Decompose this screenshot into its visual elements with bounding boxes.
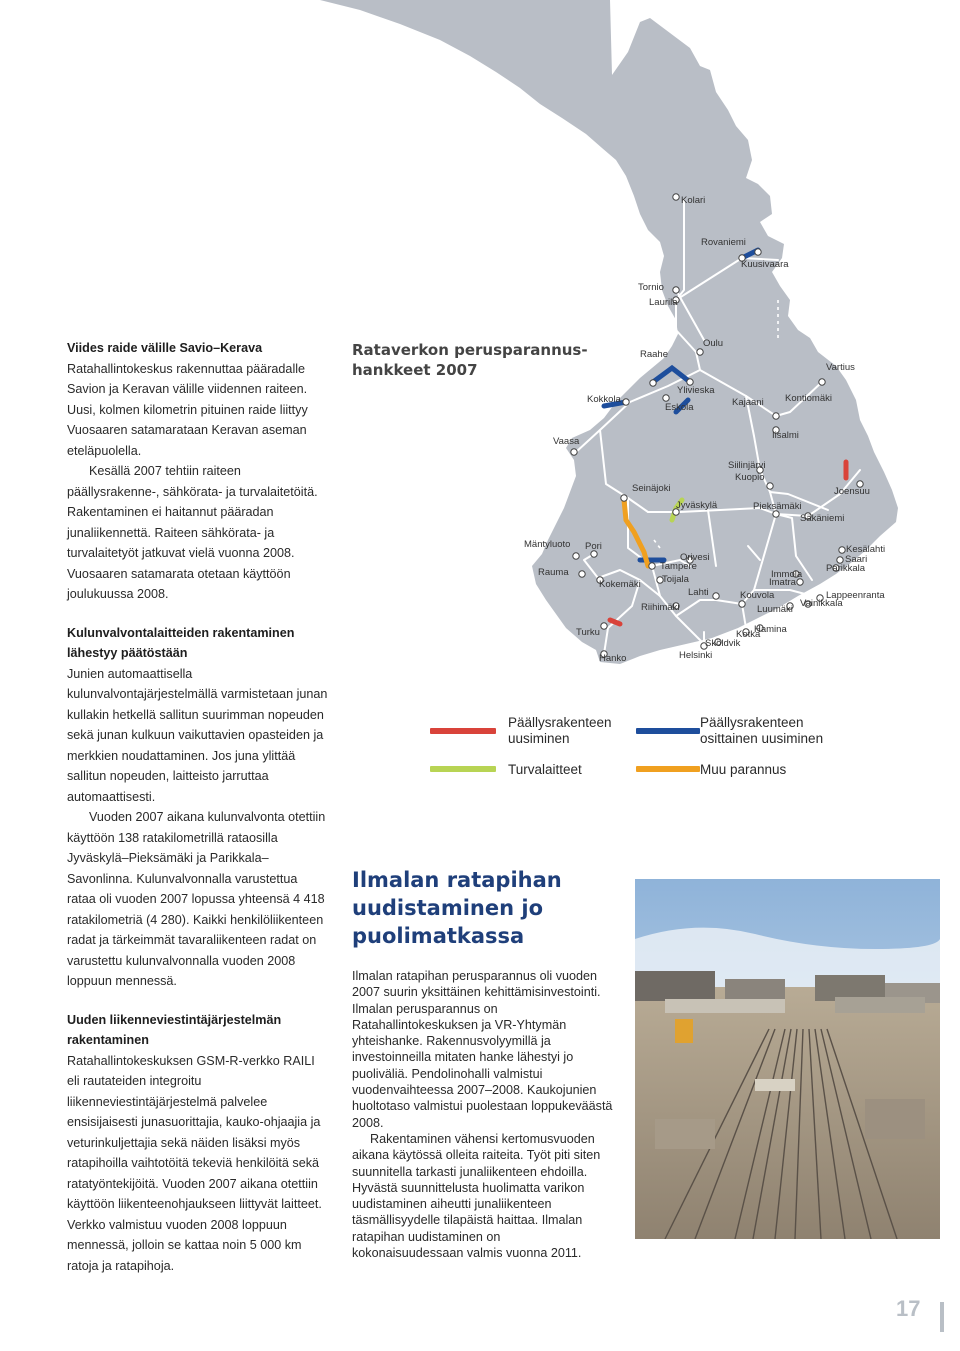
city-label: Pori: [585, 541, 602, 552]
city-label: Tampere: [660, 561, 697, 572]
city-label: Saari: [845, 554, 868, 565]
paragraph: Ilmalan ratapihan perusparannus oli vuoden 2007 suurin yksittäinen kehittämisinvestointi. Ilmalan perusparannus on Ratahallintokeskuksen ja VR-Yhtymän yhteishanke. Rakennusvolyymillä ja investoinneilla mitaten hanke lähestyi jo puoliväliä. Pendolinohalli valmistui vuodenvaihteessa 2007–2008. Kaukojunien huoltotaso valmistui puolestaan loppukeväästä 2008.: [352, 969, 613, 1130]
city-label: Kuusivaara: [741, 259, 789, 270]
page-number: 17: [896, 1296, 921, 1321]
map-title: Rataverkon perusparannus-hankkeet 2007: [352, 341, 588, 379]
city-label: Kajaani: [732, 397, 764, 408]
legend-swatch-green: [430, 766, 496, 772]
city-label: Vartius: [826, 362, 855, 373]
article-body: [352, 968, 614, 1261]
city-label: Raahe: [640, 349, 668, 360]
city-label: Riihimäki: [641, 602, 680, 613]
page-number-bar: [940, 1302, 944, 1332]
city-label: Kesälahti: [846, 544, 886, 555]
section-heading-liikenneviestinta: Uuden liikenneviestintäjärjestelmän rakentaminen: [67, 1012, 282, 1047]
section-heading-kulunvalvonta: Kulunvalvontalaitteiden rakentaminen lähestyy päätöstään: [67, 625, 295, 660]
legend-label-red-line1: Päällysrakenteen: [508, 715, 612, 730]
city-label: Rauma: [538, 567, 569, 578]
paragraph: Junien automaattisella kulunvalvontajärjestelmällä varmistetaan junan kullakin hetkellä sallitun suurimman nopeuden sekä junan kulkuun vaikuttavien opasteiden ja merkkien noudattaminen. Jos juna ylittää sallitun nopeuden, laitteisto jarruttaa automaattisesti.: [67, 666, 328, 804]
city-label: Tornio: [638, 282, 664, 293]
city-label: Kontiomäki: [785, 393, 832, 404]
city-label: Kuopio: [735, 472, 765, 483]
city-label: Toijala: [662, 574, 689, 585]
city-label: Joensuu: [834, 486, 870, 497]
city-label: Luumäki: [757, 604, 793, 615]
city-label: Kokemäki: [599, 579, 641, 590]
city-label: Kotka: [736, 629, 761, 640]
paragraph: Rakentaminen vähensi kertomusvuoden aikana käytössä olleita raiteita. Työt piti siten suunnitella tarkasti junaliikenteen ehdoilla. Hyvästä suunnittelusta huolimatta varikon uudistaminen aiheutti junaliikenteen täsmällisyydelle tilapäistä haittaa. Ilmalan ratapihan uudistaminen on kokonaisuudessaan valmis vuonna 2011.: [352, 1131, 601, 1261]
city-label: Seinäjoki: [632, 483, 671, 494]
legend-swatch-blue: [636, 728, 700, 734]
city-label: Säkäniemi: [800, 513, 845, 524]
city-label: Kolari: [681, 195, 706, 206]
city-label: Pieksämäki: [753, 501, 802, 512]
city-label: Mäntyluoto: [524, 539, 571, 550]
city-label: Ylivieska: [677, 385, 715, 396]
city-label: Siilinjärvi: [728, 460, 766, 471]
city-label: Laurila: [649, 297, 678, 308]
legend-label-green: Turvalaitteet: [508, 762, 582, 777]
city-label: Hamina: [754, 624, 787, 635]
legend-label-blue-line2: osittainen uusiminen: [700, 731, 824, 746]
city-label: Kouvola: [740, 590, 775, 601]
legend-swatch-red: [430, 728, 496, 734]
legend-label-orange: Muu parannus: [700, 762, 787, 777]
city-label: Eskola: [665, 402, 694, 413]
city-label: Lappeenranta: [826, 590, 885, 601]
legend-label-red-line2: uusiminen: [508, 731, 570, 746]
city-label: Imatra: [769, 577, 796, 588]
city-label: Orivesi: [680, 552, 710, 563]
paragraph: Ratahallintokeskus rakennuttaa pääradalle Savion ja Keravan välille viidennen raiteen. Uusi, kolmen kilometrin pituinen raide liittyy Vuosaaren satamarataan Keravan aseman eteläpuolella.: [67, 361, 308, 458]
city-label: Immola: [771, 569, 803, 580]
city-label: Helsinki: [679, 650, 713, 661]
city-label: Vainikkala: [800, 598, 843, 609]
city-label: Kokkola: [587, 394, 621, 405]
paragraph: Kesällä 2007 tehtiin raiteen päällysrakenne-, sähkörata- ja turvalaitetöitä. Rakentaminen ei haitannut pääradan junaliikennettä. Raiteen sähkörata- ja turvalaitetyöt jatkuvat vielä vuonna 2008. Vuosaaren satamarata otetaan käyttöön joulukuussa 2008.: [67, 464, 318, 601]
legend-label-blue-line1: Päällysrakenteen: [700, 715, 804, 730]
city-label: Jyväskylä: [676, 500, 718, 511]
section-heading-savio-kerava: Viides raide välille Savio–Kerava: [67, 341, 263, 355]
city-label: Hanko: [599, 653, 627, 664]
city-label: Iisalmi: [772, 430, 799, 441]
city-label: Turku: [576, 627, 600, 638]
paragraph: Vuoden 2007 aikana kulunvalvonta otettiin käyttöön 138 ratakilometrillä rataosilla Jyväskylä–Pieksämäki ja Parikkala–Savonlinna. Kulunvalvonnalla varustettua rataa oli vuoden 2007 lopussa yhteensä 4 418 ratakilometriä (4 280). Kaikki henkilöliikenteen radat ja tärkeimmät tavaraliikenteen radat on varustettu kulunvalvonnalla vuoden 2008 loppuun mennessä.: [67, 810, 326, 988]
city-label: Rovaniemi: [701, 237, 746, 248]
ilmala-railyard-photo: [635, 879, 940, 1239]
legend-swatch-orange: [636, 766, 700, 772]
article-title: Ilmalan ratapihan uudistaminen jo puolimatkassa: [352, 868, 562, 948]
paragraph: Ratahallintokeskuksen GSM-R-verkko RAILI eli rautateiden integroitu liikenneviestintäjärjestelmä palvelee ensisijaisesti junasuorittajia, kauko-ohjaajia ja veturinkuljettajia sekä näiden lisäksi myös ratapihoilla vaihtotöitä tekeviä henkilöitä sekä ratatyöntekijöitä. Vuoden 2007 aikana otettiin käyttöön liikenteenohjaukseen liittyvät laitteet. Verkko valmistuu vuoden 2008 loppuun mennessä, jolloin se kattaa noin 5 000 km ratoja ja ratapihoja.: [67, 1053, 322, 1273]
city-label: Lahti: [688, 587, 709, 598]
city-label: Oulu: [703, 338, 724, 349]
city-label: Sköldvik: [705, 638, 741, 649]
legend-label-blue: [700, 715, 880, 747]
city-label: Vaasa: [553, 436, 580, 447]
city-label: Parikkala: [826, 563, 866, 574]
